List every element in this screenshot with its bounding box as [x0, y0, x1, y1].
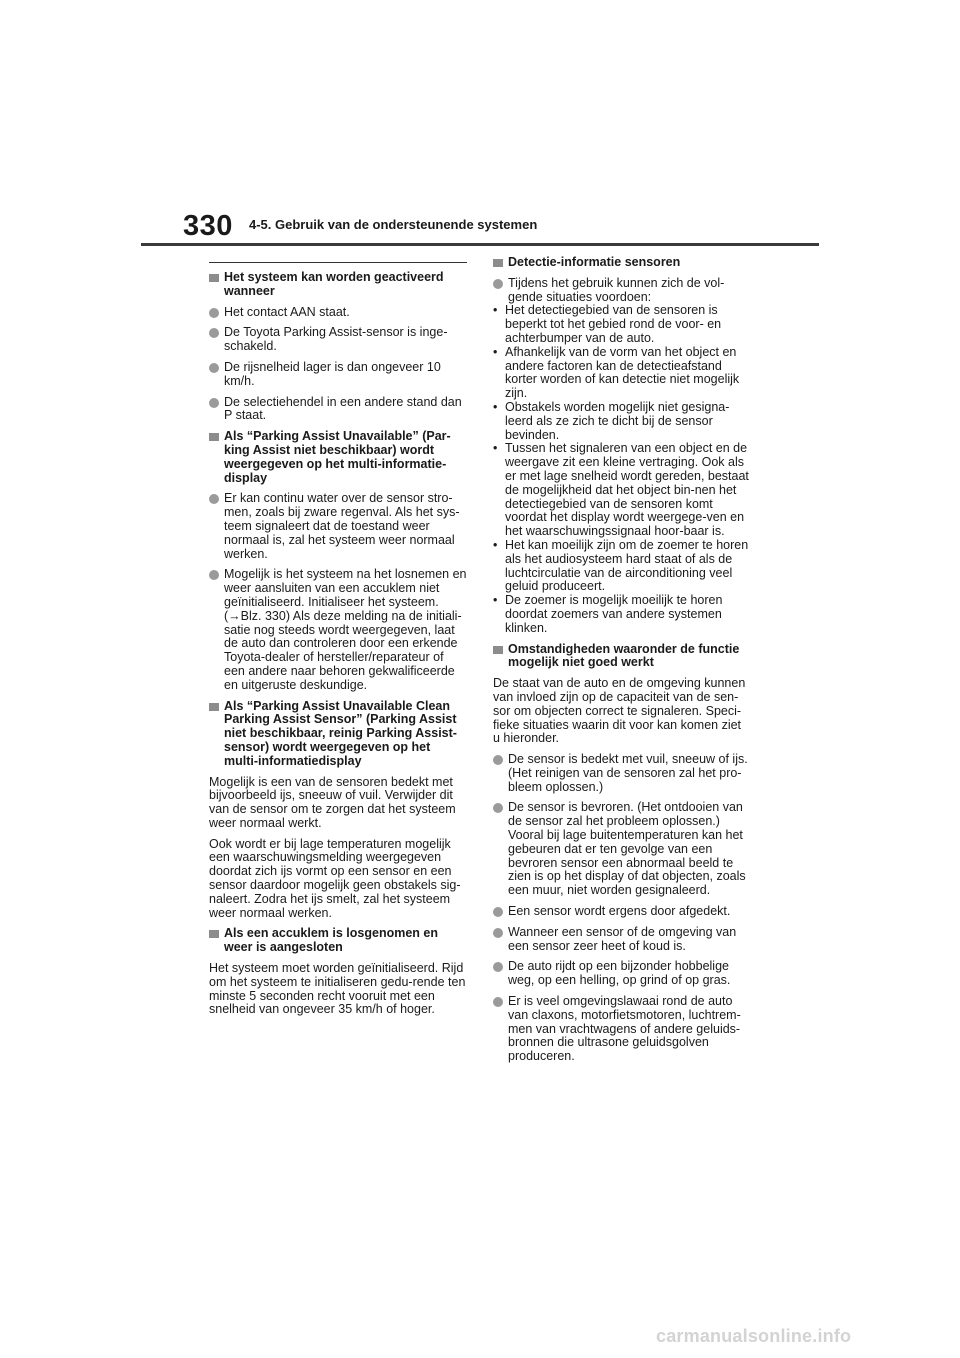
sub-item-text: Het kan moeilijk zijn om de zoemer te horen als het audiosysteem hard staat of als de luchtcirculatie van de airconditioning veel geluid produceert.: [505, 537, 749, 594]
square-bullet-icon: [209, 433, 219, 441]
sub-item-text: Het detectiegebied van de sensoren is beperkt tot het gebied rond de voor- en achterbumper van de auto.: [505, 303, 722, 345]
heading-text: Als een accuklem is losgenomen en weer is aangesloten: [224, 926, 438, 955]
heading-text: Omstandigheden waaronder de functie mogelijk niet goed werkt: [508, 641, 740, 670]
heading-text: Het systeem kan worden geactiveerd wanneer: [224, 270, 444, 298]
bullet-item: [493, 277, 751, 305]
right-column: [493, 256, 751, 1071]
bullet-item: [209, 492, 467, 561]
bullet-text: De sensor is bedekt met vuil, sneeuw of ijs. (Het reinigen van de sensoren zal het pro-bleem oplossen.): [508, 752, 748, 794]
circle-bullet-icon: [493, 928, 503, 938]
dot-bullet-icon: •: [493, 593, 498, 608]
bullet-item: [209, 568, 467, 692]
circle-bullet-icon: [493, 755, 503, 765]
heading-text: Als “Parking Assist Unavailable” (Par-king Assist niet beschikbaar) wordt weergegeven op het multi-informatie-display: [224, 429, 451, 485]
bullet-item: [209, 326, 467, 354]
paragraph: De staat van de auto en de omgeving kunnen van invloed zijn op de capaciteit van de sen-sor om objecten correct te signaleren. Speci-fieke situaties waarin dit voor kan komen ziet u hieronder.: [493, 676, 746, 746]
bullet-text: Het contact AAN staat.: [224, 304, 350, 319]
heading-activation: [209, 271, 467, 299]
page-number: 330: [183, 210, 233, 242]
bullet-item: [209, 306, 467, 320]
sub-list-item: [493, 539, 751, 594]
bullet-item: [493, 801, 751, 898]
bullet-item: [493, 995, 751, 1064]
circle-bullet-icon: [493, 907, 503, 917]
sub-list-item: [493, 401, 751, 442]
bullet-text: Een sensor wordt ergens door afgedekt.: [508, 904, 731, 919]
circle-bullet-icon: [493, 962, 503, 972]
square-bullet-icon: [209, 930, 219, 938]
circle-bullet-icon: [209, 570, 219, 580]
heading-clean-sensor: [209, 700, 467, 769]
square-bullet-icon: [209, 703, 219, 711]
heading-battery-terminal: [209, 927, 467, 955]
bullet-text: Wanneer een sensor of de omgeving van een sensor zeer heet of koud is.: [508, 924, 737, 953]
bullet-text: De selectiehendel in een andere stand dan P staat.: [224, 394, 462, 423]
circle-bullet-icon: [209, 494, 219, 504]
bullet-item: [493, 905, 751, 919]
dot-bullet-icon: •: [493, 303, 498, 318]
bullet-text: De Toyota Parking Assist-sensor is inge-schakeld.: [224, 325, 448, 354]
bullet-text: De sensor is bevroren. (Het ontdooien van de sensor zal het probleem oplossen.) Vooral bij lage buitentemperaturen kan het gebeuren dat er ten gevolge van een bevroren sensor een abnormaal beeld te zien is op het display of dat objecten, zoals een muur, niet worden gesignaleerd.: [508, 800, 746, 898]
paragraph: Het systeem moet worden geïnitialiseerd. Rijd om het systeem te initialiseren gedu-rende ten minste 5 seconden recht vooruit met een snelheid van ongeveer 35 km/h of hoger.: [209, 961, 466, 1017]
sub-list-item: [493, 594, 751, 635]
heading-text: Detectie-informatie sensoren: [508, 255, 681, 269]
bullet-item: [493, 960, 751, 988]
sub-list-item: [493, 304, 751, 345]
square-bullet-icon: [493, 259, 503, 267]
bullet-item: [493, 926, 751, 954]
sub-item-text: Obstakels worden mogelijk niet gesigna-leerd als ze zich te dicht bij de sensor bevinden.: [505, 399, 730, 442]
circle-bullet-icon: [209, 398, 219, 408]
sub-item-text: Tussen het signaleren van een object en de weergave zit een kleine vertraging. Ook als er met lage snelheid wordt gereden, bestaat de mogelijkheid dat het object bin-nen het detectiegebied van de sensoren komt voordat het display wordt weergege-ven en het waarschuwingssignaal hoor-baar is.: [505, 441, 749, 539]
heading-text: Als “Parking Assist Unavailable Clean Parking Assist Sensor” (Parking Assist niet beschikbaar, reinig Parking Assist-sensor) wordt weergegeven op het multi-informatiedisplay: [224, 698, 457, 768]
square-bullet-icon: [493, 646, 503, 654]
circle-bullet-icon: [493, 279, 503, 289]
section-title: 4-5. Gebruik van de ondersteunende systemen: [249, 217, 538, 232]
sub-list: [493, 304, 751, 635]
paragraph: Mogelijk is een van de sensoren bedekt met bijvoorbeeld ijs, sneeuw of vuil. Verwijder dit van de sensor om te zorgen dat het systeem weer normaal werkt.: [209, 774, 456, 830]
circle-bullet-icon: [209, 308, 219, 318]
sub-list-item: [493, 442, 751, 539]
bullet-text: De rijsnelheid lager is dan ongeveer 10 km/h.: [224, 359, 441, 388]
dot-bullet-icon: •: [493, 344, 498, 359]
bullet-text: Er kan continu water over de sensor stro-men, zoals bij zware regenval. Als het sys-teem signaleert dat de toestand weer normaal is, zal het systeem weer normaal werken.: [224, 491, 460, 561]
bullet-item: [493, 753, 751, 794]
circle-bullet-icon: [493, 803, 503, 813]
heading-conditions: [493, 643, 751, 671]
circle-bullet-icon: [209, 363, 219, 373]
watermark: carmanualsonline.info: [656, 1326, 852, 1346]
circle-bullet-icon: [493, 997, 503, 1007]
heading-detection-info: [493, 256, 751, 270]
bullet-item: [209, 396, 467, 424]
header-rule: [141, 243, 819, 246]
bullet-text: Mogelijk is het systeem na het losnemen en weer aansluiten van een accuklem niet geïnitialiseerd. Initialiseer het systeem. (→Blz. 330) Als deze melding na de initiali-satie nog steeds wordt weergegeven, laat de auto dan controleren door een erkende Toyota-dealer of hersteller/reparateur of een andere naar behoren gekwalificeerde en uitgeruste deskundige.: [224, 567, 467, 692]
paragraph: Ook wordt er bij lage temperaturen mogelijk een waarschuwingsmelding weergegeven doordat zich ijs vormt op een sensor en een sensor daardoor mogelijk geen obstakels sig-naleert. Zodra het ijs smelt, zal het systeem weer normaal werken.: [209, 836, 461, 920]
dot-bullet-icon: •: [493, 537, 498, 552]
circle-bullet-icon: [209, 328, 219, 338]
dot-bullet-icon: •: [493, 441, 498, 456]
left-column: [209, 256, 467, 1024]
bullet-text: Tijdens het gebruik kunnen zich de vol-gende situaties voordoen:: [508, 275, 725, 304]
sub-item-text: De zoemer is mogelijk moeilijk te horen doordat zoemers van andere systemen klinken.: [505, 593, 723, 635]
bullet-text: Er is veel omgevingslawaai rond de auto van claxons, motorfietsmotoren, luchtrem-men van vrachtwagens of andere geluids-bronnen die ultrasone geluidsgolven produceren.: [508, 994, 741, 1064]
square-bullet-icon: [209, 274, 219, 282]
bullet-item: [209, 361, 467, 389]
column-top-rule: [209, 262, 467, 263]
dot-bullet-icon: •: [493, 399, 498, 414]
sub-list-item: [493, 346, 751, 401]
heading-unavailable: [209, 430, 467, 485]
sub-item-text: Afhankelijk van de vorm van het object en andere factoren kan de detectieafstand korter worden of kan detectie niet mogelijk zijn.: [505, 344, 740, 401]
bullet-text: De auto rijdt op een bijzonder hobbelige weg, op een helling, op grind of op gras.: [508, 959, 731, 988]
